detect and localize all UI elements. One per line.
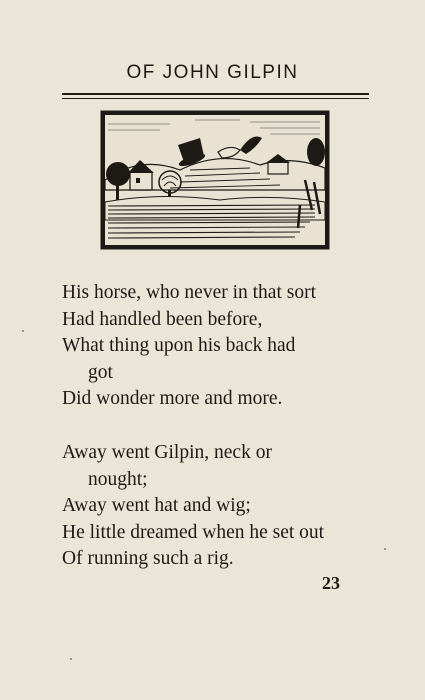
verse-line: He little dreamed when he set out <box>62 521 325 543</box>
woodcut-illustration-icon <box>100 110 330 250</box>
verse-line: Did wonder more and more. <box>62 388 283 409</box>
paper-speck <box>384 548 386 550</box>
header-rule-thick <box>62 93 369 95</box>
verse-line: Away went hat and wig; <box>62 495 251 516</box>
paper-speck <box>22 330 24 332</box>
verse-line: Had handled been before, <box>62 308 263 330</box>
stanza-1 <box>62 280 372 413</box>
header-rule-thin <box>62 98 369 99</box>
verse-line: Of running such a rig. <box>62 548 234 569</box>
stanza-2 <box>62 440 372 573</box>
verse-line: got <box>88 361 113 383</box>
running-head: OF JOHN GILPIN <box>126 62 299 83</box>
verse-line: What thing upon his back had <box>62 335 296 356</box>
verse-line: His horse, who never in that sort <box>62 282 316 303</box>
page-number: 23 <box>322 573 340 593</box>
paper-speck <box>70 658 72 660</box>
verse-line: Away went Gilpin, neck or <box>62 442 272 463</box>
verse-line: nought; <box>88 468 148 490</box>
